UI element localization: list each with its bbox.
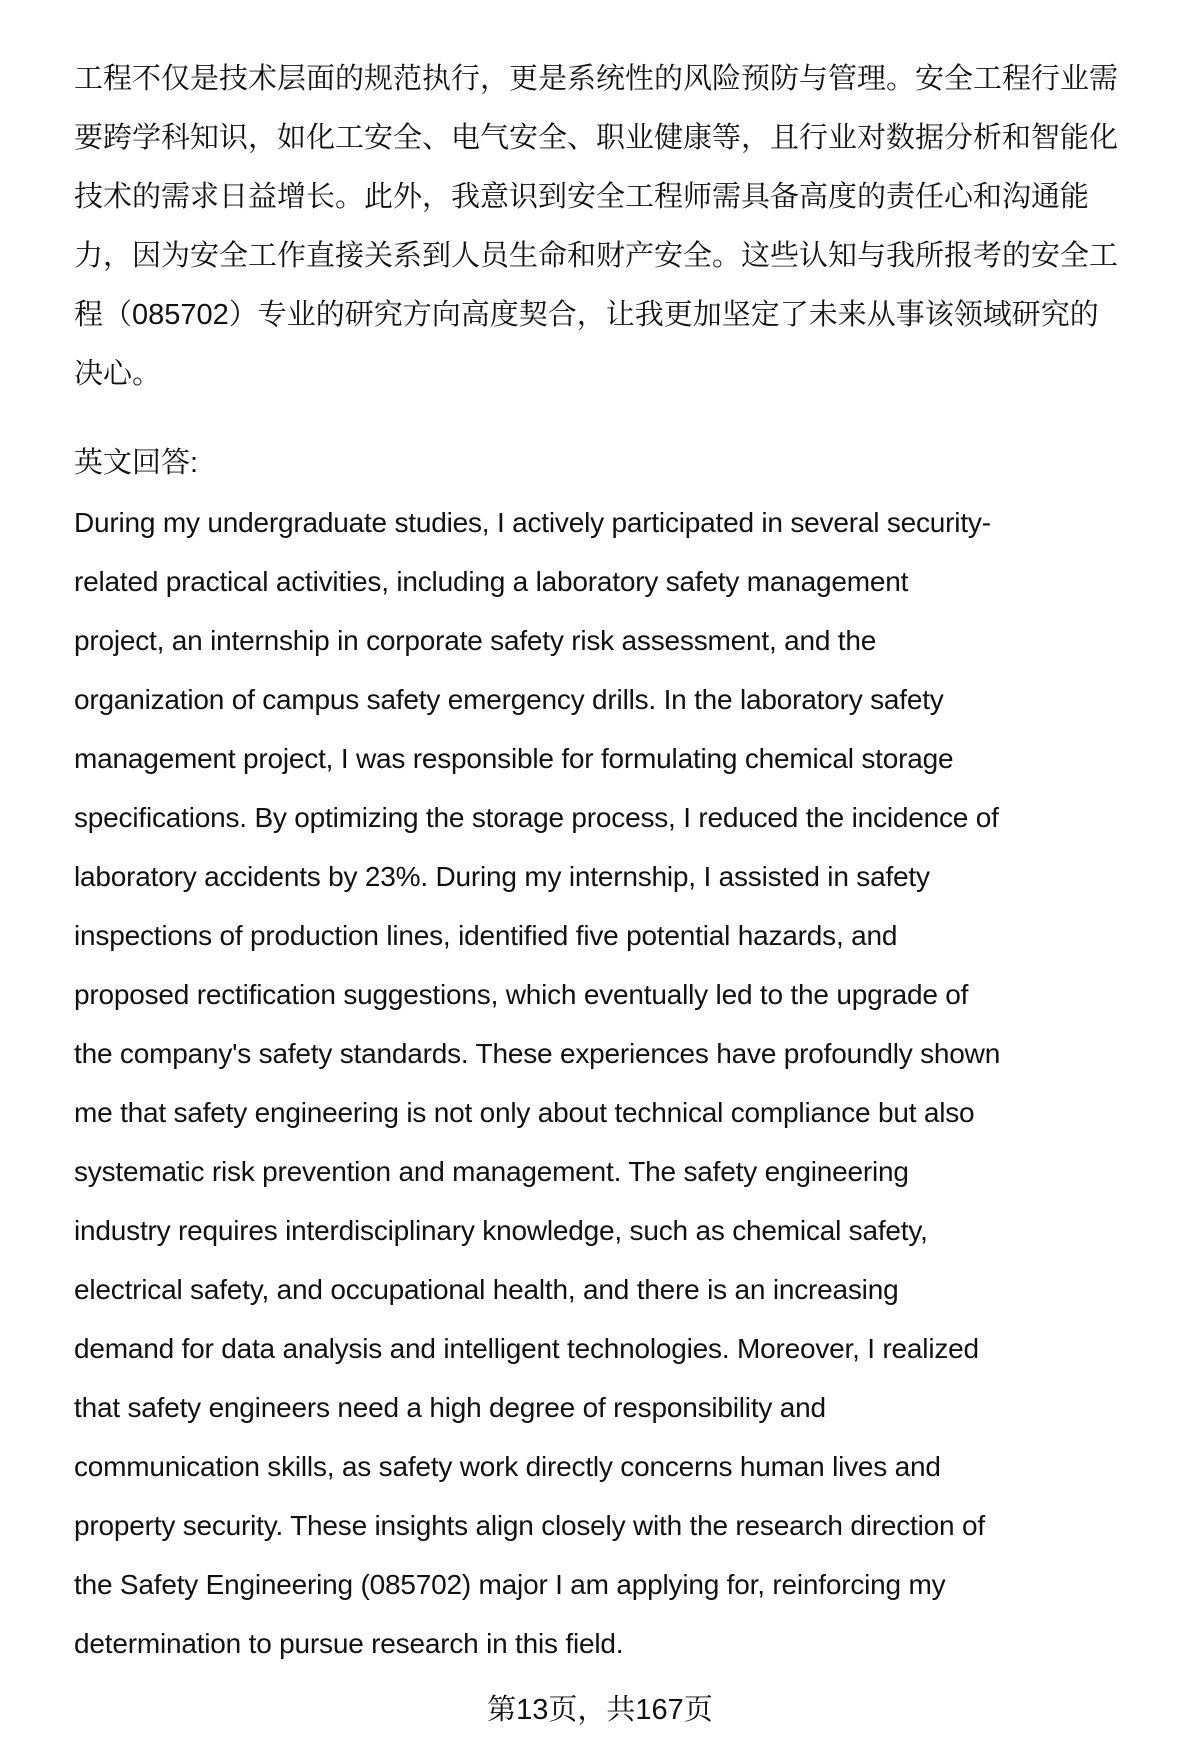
- english-answer-label: 英文回答:: [74, 447, 199, 479]
- text-line: 程（085702）专业的研究方向高度契合，让我更加坚定了未来从事该领域研究的: [74, 299, 1099, 331]
- text-line: systematic risk prevention and management. The safety engineering: [74, 1156, 909, 1187]
- text-line: specifications. By optimizing the storage process, I reduced the incidence of: [74, 802, 999, 833]
- text-line: the Safety Engineering (085702) major I am applying for, reinforcing my: [74, 1569, 946, 1600]
- text-line: 技术的需求日益增长。此外，我意识到安全工程师需具备高度的责任心和沟通能: [74, 181, 1090, 213]
- text-line: electrical safety, and occupational health, and there is an increasing: [74, 1274, 899, 1305]
- text-line: property security. These insights align closely with the research direction of: [74, 1510, 985, 1541]
- text-line: communication skills, as safety work directly concerns human lives and: [74, 1451, 941, 1482]
- text-line: proposed rectification suggestions, which eventually led to the upgrade of: [74, 979, 969, 1010]
- text-line: management project, I was responsible for formulating chemical storage: [74, 743, 954, 774]
- text-line: industry requires interdisciplinary knowledge, such as chemical safety,: [74, 1215, 928, 1246]
- text-line: During my undergraduate studies, I actively participated in several security-: [74, 507, 991, 538]
- text-line: the company's safety standards. These experiences have profoundly shown: [74, 1038, 1001, 1069]
- text-line: 工程不仅是技术层面的规范执行，更是系统性的风险预防与管理。安全工程行业需: [74, 63, 1119, 95]
- page-indicator: 第13页，共167页: [487, 1694, 713, 1726]
- text-line: organization of campus safety emergency drills. In the laboratory safety: [74, 684, 944, 715]
- text-line: related practical activities, including a laboratory safety management: [74, 566, 909, 597]
- text-line: me that safety engineering is not only about technical compliance but also: [74, 1097, 975, 1128]
- document-body: [74, 50, 1184, 1673]
- text-line: demand for data analysis and intelligent technologies. Moreover, I realized: [74, 1333, 979, 1364]
- text-line: inspections of production lines, identified five potential hazards, and: [74, 920, 898, 951]
- text-line: laboratory accidents by 23%. During my internship, I assisted in safety: [74, 861, 930, 892]
- text-line: determination to pursue research in this field.: [74, 1628, 624, 1659]
- text-line: 要跨学科知识，如化工安全、电气安全、职业健康等，且行业对数据分析和智能化: [74, 122, 1119, 154]
- english-answer-paragraph: [74, 493, 1184, 1673]
- text-line: 决心。: [74, 358, 162, 390]
- text-line: 力，因为安全工作直接关系到人员生命和财产安全。这些认知与我所报考的安全工: [74, 240, 1119, 272]
- text-line: that safety engineers need a high degree of responsibility and: [74, 1392, 826, 1423]
- text-line: project, an internship in corporate safety risk assessment, and the: [74, 625, 877, 656]
- chinese-answer-paragraph: [74, 50, 1184, 404]
